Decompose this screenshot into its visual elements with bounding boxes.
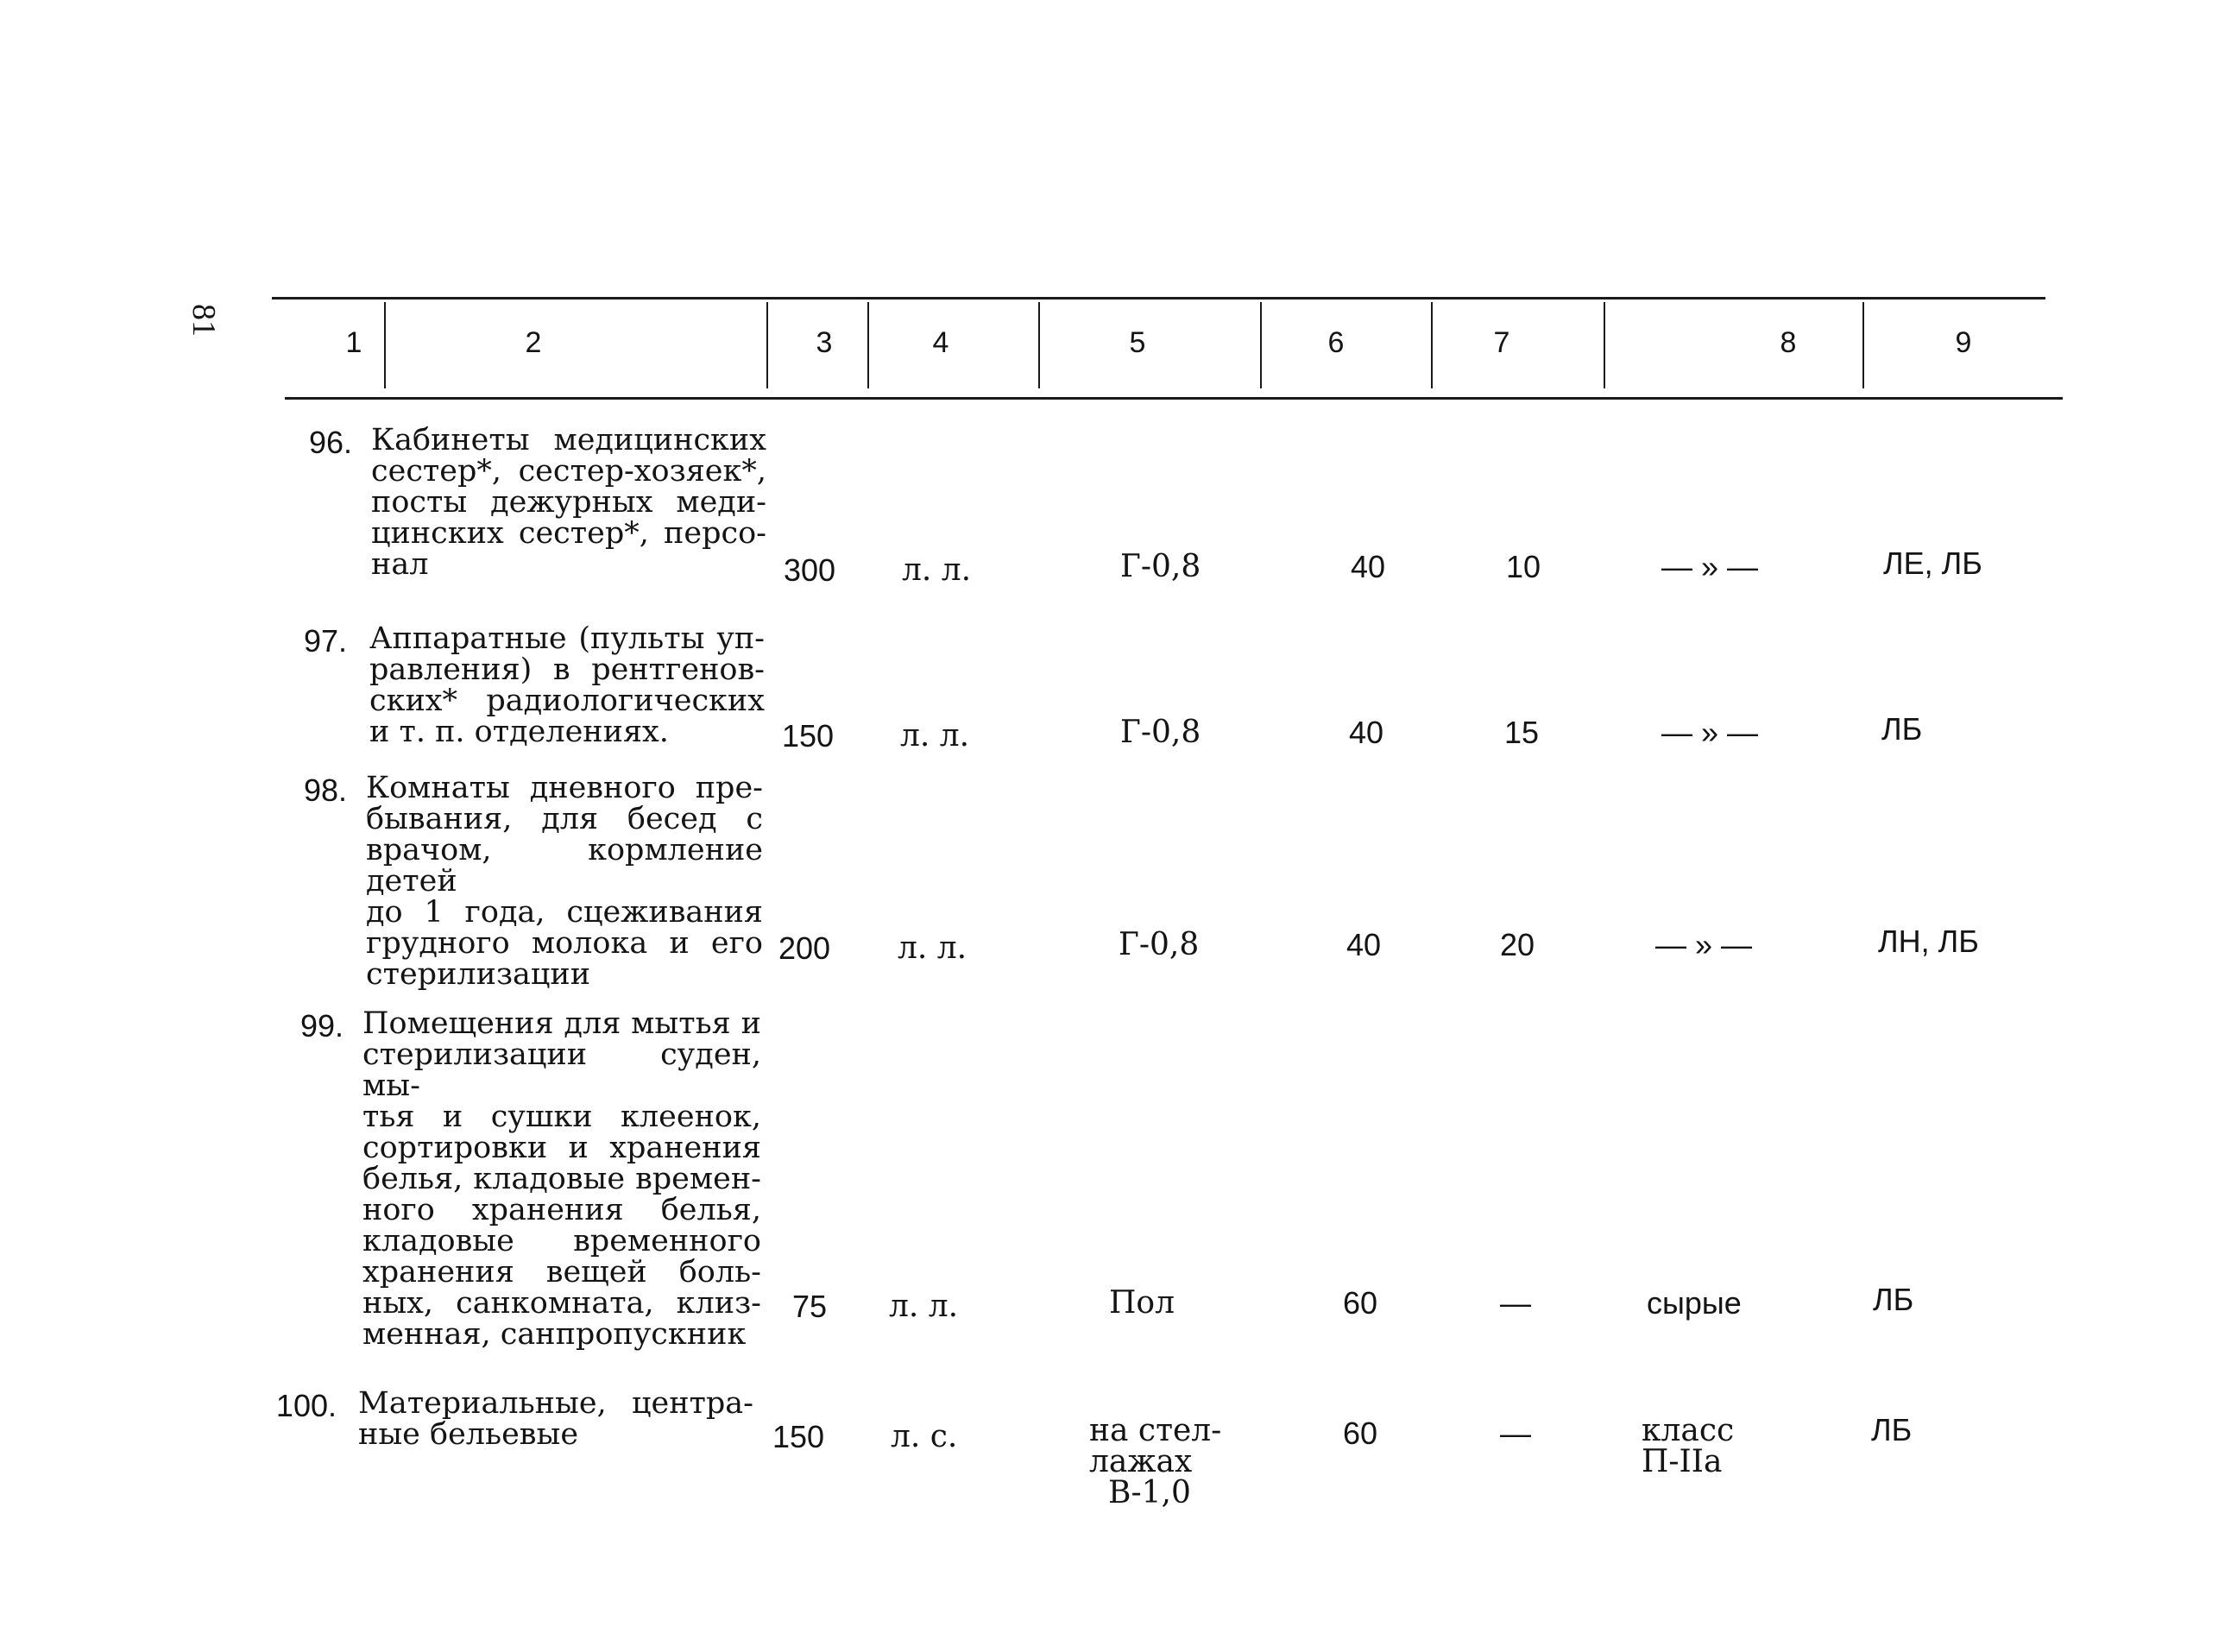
description-line: Кабинеты медицинских [371, 423, 766, 457]
column-8-line: класс [1642, 1413, 1735, 1448]
column-header-7: 7 [1493, 326, 1510, 359]
table-header-rule [285, 397, 2063, 400]
illuminance-value: 75 [792, 1289, 828, 1324]
description-line: грудного молока и его [366, 926, 763, 961]
column-6-value: 60 [1343, 1416, 1378, 1451]
row-description [371, 425, 766, 580]
column-header-1: 1 [345, 326, 362, 359]
description-line: посты дежурных меди- [371, 485, 766, 520]
description-line: и т. п. отделениях. [369, 715, 669, 749]
lamp-type: л. л. [898, 930, 967, 966]
row-description [358, 1388, 753, 1450]
description-line: нал [371, 547, 429, 582]
column-divider [766, 302, 768, 388]
row-number: 96. [308, 425, 352, 460]
column-header-2: 2 [525, 326, 542, 359]
column-8-value: — » — [1661, 715, 1759, 750]
column-7-value: 10 [1506, 549, 1541, 584]
column-7-value: 20 [1500, 927, 1535, 962]
surface-plane-line: В-1,0 [1108, 1475, 1191, 1510]
description-line: равления) в рентгенов- [369, 653, 765, 687]
column-8-value [1642, 1413, 1735, 1479]
row-number: 98. [303, 772, 347, 808]
column-divider [1604, 302, 1605, 388]
lamp-types: ЛБ [1881, 711, 1923, 747]
description-line: сестер*, сестер-хозяек*, [371, 454, 766, 489]
column-6-value: 40 [1349, 715, 1384, 750]
column-divider [1038, 302, 1040, 388]
surface-plane: Г-0,8 [1119, 927, 1200, 962]
description-line: бывания, для бесед с [366, 802, 763, 836]
description-line: цинских сестер*, персо- [371, 516, 766, 551]
description-line: хранения вещей боль- [362, 1255, 761, 1289]
page-number: 81 [186, 304, 222, 337]
description-line: ного хранения белья, [362, 1193, 761, 1227]
lamp-type: л. л. [889, 1289, 959, 1324]
illuminance-value: 300 [784, 552, 836, 588]
description-line: врачом, кормление детей [366, 833, 763, 899]
row-description [366, 772, 763, 990]
column-8-value: — » — [1661, 549, 1759, 584]
column-divider [1260, 302, 1262, 388]
lamp-type: л. с. [891, 1419, 958, 1454]
description-line: сортировки и хранения [362, 1131, 761, 1165]
description-line: стерилизации суден, мы- [362, 1037, 761, 1103]
column-8-value: сырые [1647, 1285, 1742, 1321]
row-description [362, 1008, 761, 1350]
description-line: ные бельевые [358, 1417, 579, 1452]
lamp-types: ЛБ [1871, 1412, 1913, 1447]
description-line: стерилизации [366, 957, 591, 992]
description-line: ных, санкомната, клиз- [362, 1286, 761, 1321]
row-number: 97. [303, 623, 347, 659]
surface-plane-line: на стел- [1089, 1413, 1222, 1448]
description-line: Комнаты дневного пре- [366, 771, 763, 805]
column-6-value: 40 [1351, 549, 1386, 584]
lamp-type: л. л. [902, 552, 972, 588]
surface-plane: Г-0,8 [1120, 715, 1201, 750]
surface-plane [1089, 1413, 1222, 1510]
column-header-9: 9 [1955, 326, 1972, 359]
surface-plane: Пол [1109, 1285, 1175, 1321]
table-top-rule [272, 297, 2045, 300]
lamp-type: л. л. [900, 718, 970, 753]
column-header-5: 5 [1129, 326, 1146, 359]
surface-plane-line: лажах [1089, 1444, 1193, 1479]
description-line: тья и сушки клеенок, [362, 1100, 761, 1134]
illuminance-value: 150 [782, 718, 835, 753]
column-header-6: 6 [1327, 326, 1345, 359]
surface-plane: Г-0,8 [1120, 549, 1201, 584]
column-8-line: П-IIа [1642, 1444, 1723, 1479]
description-line: Аппаратные (пульты уп- [369, 621, 765, 656]
column-6-value: 60 [1343, 1285, 1378, 1321]
description-line: ских* радиологических [369, 684, 765, 718]
description-line: белья, кладовые времен- [362, 1162, 761, 1196]
column-8-value: — » — [1655, 927, 1753, 962]
column-6-value: 40 [1346, 927, 1382, 962]
column-header-8: 8 [1780, 326, 1797, 359]
description-line: Материальные, центра- [358, 1386, 753, 1421]
row-number: 100. [275, 1388, 337, 1423]
description-line: кладовые временного [362, 1224, 761, 1258]
lamp-types: ЛБ [1873, 1282, 1914, 1317]
illuminance-value: 200 [778, 930, 831, 966]
column-7-value: — [1500, 1285, 1531, 1321]
column-7-value: 15 [1504, 715, 1540, 750]
column-7-value: — [1500, 1416, 1531, 1451]
row-number: 99. [299, 1008, 343, 1044]
description-line: до 1 года, сцеживания [366, 895, 763, 930]
row-description [369, 623, 765, 747]
description-line: менная, санпропускник [362, 1317, 747, 1352]
column-header-3: 3 [816, 326, 833, 359]
lamp-types: ЛН, ЛБ [1878, 924, 1979, 959]
column-header-4: 4 [932, 326, 949, 359]
lamp-types: ЛЕ, ЛБ [1883, 545, 1982, 581]
column-divider [1431, 302, 1433, 388]
column-divider [1862, 302, 1864, 388]
illuminance-value: 150 [772, 1419, 825, 1454]
description-line: Помещения для мытья и [362, 1006, 761, 1041]
